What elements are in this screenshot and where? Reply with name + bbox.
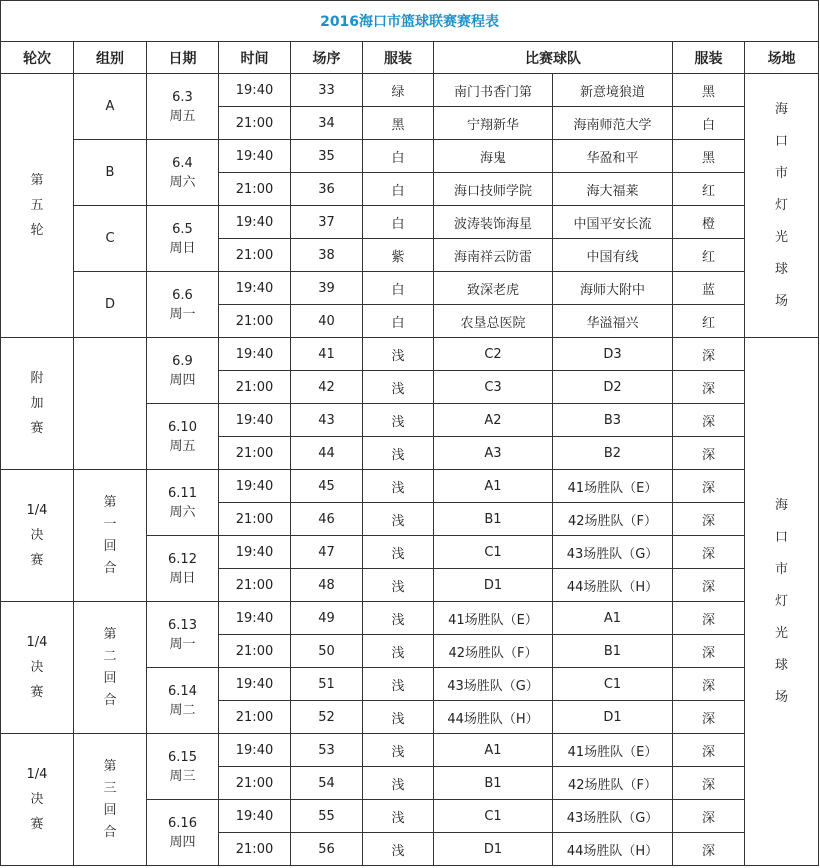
header-match-no: 场序 (291, 42, 363, 74)
team-a-cell: 宁翔新华 (434, 107, 553, 140)
time-cell: 19:40 (219, 404, 291, 437)
kit-b-cell: 深 (673, 668, 745, 701)
time-cell: 21:00 (219, 503, 291, 536)
match-no-cell: 43 (291, 404, 363, 437)
weekday-value: 周五 (169, 108, 196, 124)
kit-b-cell: 红 (673, 239, 745, 272)
date-cell (147, 74, 219, 140)
kit-a-cell: 紫 (363, 239, 434, 272)
group-cell (74, 338, 147, 470)
team-b-cell: 44场胜队（H） (553, 569, 673, 602)
kit-a-cell: 白 (363, 206, 434, 239)
match-no-cell: 35 (291, 140, 363, 173)
team-a-cell: B1 (434, 767, 553, 800)
date-value: 6.16 (168, 815, 197, 831)
kit-a-cell: 黑 (363, 107, 434, 140)
team-b-cell: D2 (553, 371, 673, 404)
kit-b-cell: 深 (673, 602, 745, 635)
date-value: 6.14 (168, 683, 197, 699)
kit-a-cell: 浅 (363, 833, 434, 866)
kit-b-cell: 红 (673, 305, 745, 338)
match-no-cell: 40 (291, 305, 363, 338)
kit-b-cell: 白 (673, 107, 745, 140)
time-cell: 19:40 (219, 536, 291, 569)
group-cell: B (74, 140, 147, 206)
kit-a-cell: 浅 (363, 767, 434, 800)
time-cell: 19:40 (219, 272, 291, 305)
date-cell (147, 404, 219, 470)
kit-b-cell: 深 (673, 833, 745, 866)
kit-b-cell: 黑 (673, 140, 745, 173)
kit-a-cell: 浅 (363, 800, 434, 833)
time-cell: 21:00 (219, 437, 291, 470)
header-round: 轮次 (1, 42, 74, 74)
match-no-cell: 52 (291, 701, 363, 734)
kit-a-cell: 浅 (363, 635, 434, 668)
header-kit-b: 服装 (673, 42, 745, 74)
time-cell: 21:00 (219, 371, 291, 404)
header-date: 日期 (147, 42, 219, 74)
date-cell (147, 140, 219, 206)
team-b-cell: 43场胜队（G） (553, 536, 673, 569)
group-cell: A (74, 74, 147, 140)
time-cell: 19:40 (219, 734, 291, 767)
weekday-value: 周日 (169, 570, 196, 586)
match-no-cell: 36 (291, 173, 363, 206)
team-a-cell: 波涛装饰海星 (434, 206, 553, 239)
kit-b-cell: 深 (673, 701, 745, 734)
header-venue: 场地 (745, 42, 819, 74)
team-b-cell: B1 (553, 635, 673, 668)
match-no-cell: 41 (291, 338, 363, 371)
date-value: 6.6 (172, 287, 193, 303)
kit-a-cell: 绿 (363, 74, 434, 107)
team-b-cell: 44场胜队（H） (553, 833, 673, 866)
date-cell (147, 734, 219, 800)
weekday-value: 周六 (169, 504, 196, 520)
table-row (1, 74, 819, 107)
match-no-cell: 45 (291, 470, 363, 503)
table-row (1, 338, 819, 371)
team-b-cell: 华盈和平 (553, 140, 673, 173)
match-no-cell: 38 (291, 239, 363, 272)
date-cell (147, 668, 219, 734)
kit-a-cell: 浅 (363, 437, 434, 470)
kit-a-cell: 浅 (363, 536, 434, 569)
team-a-cell: D1 (434, 569, 553, 602)
team-b-cell: 海南师范大学 (553, 107, 673, 140)
kit-b-cell: 深 (673, 734, 745, 767)
kit-b-cell: 深 (673, 536, 745, 569)
table-row (1, 206, 819, 239)
group-cell: 第 二 回 合 (74, 602, 147, 734)
header-kit-a: 服装 (363, 42, 434, 74)
kit-b-cell: 深 (673, 569, 745, 602)
team-a-cell: A3 (434, 437, 553, 470)
time-cell: 19:40 (219, 338, 291, 371)
kit-b-cell: 深 (673, 767, 745, 800)
date-value: 6.9 (172, 353, 193, 369)
date-value: 6.13 (168, 617, 197, 633)
weekday-value: 周日 (169, 240, 196, 256)
kit-b-cell: 深 (673, 371, 745, 404)
team-b-cell: 新意境狼道 (553, 74, 673, 107)
kit-a-cell: 白 (363, 305, 434, 338)
team-b-cell: 41场胜队（E） (553, 470, 673, 503)
match-no-cell: 33 (291, 74, 363, 107)
group-cell: C (74, 206, 147, 272)
time-cell: 19:40 (219, 602, 291, 635)
kit-a-cell: 浅 (363, 734, 434, 767)
round-cell: 1/4 决 赛 (1, 734, 74, 866)
kit-a-cell: 浅 (363, 470, 434, 503)
round-cell: 第 五 轮 (1, 74, 74, 338)
kit-b-cell: 深 (673, 503, 745, 536)
round-cell: 1/4 决 赛 (1, 602, 74, 734)
kit-a-cell: 浅 (363, 371, 434, 404)
match-no-cell: 34 (291, 107, 363, 140)
team-a-cell: 42场胜队（F） (434, 635, 553, 668)
time-cell: 19:40 (219, 668, 291, 701)
team-b-cell: 华溢福兴 (553, 305, 673, 338)
match-no-cell: 51 (291, 668, 363, 701)
table-row (1, 602, 819, 635)
group-cell: D (74, 272, 147, 338)
time-cell: 21:00 (219, 701, 291, 734)
time-cell: 21:00 (219, 767, 291, 800)
time-cell: 21:00 (219, 833, 291, 866)
round-cell: 附 加 赛 (1, 338, 74, 470)
kit-b-cell: 深 (673, 338, 745, 371)
time-cell: 19:40 (219, 470, 291, 503)
table-row (1, 140, 819, 173)
team-a-cell: C2 (434, 338, 553, 371)
date-value: 6.15 (168, 749, 197, 765)
kit-b-cell: 橙 (673, 206, 745, 239)
team-a-cell: 41场胜队（E） (434, 602, 553, 635)
match-no-cell: 49 (291, 602, 363, 635)
team-a-cell: D1 (434, 833, 553, 866)
kit-b-cell: 深 (673, 404, 745, 437)
date-cell (147, 206, 219, 272)
team-a-cell: A2 (434, 404, 553, 437)
weekday-value: 周六 (169, 174, 196, 190)
header-row (1, 42, 819, 74)
team-b-cell: 中国有线 (553, 239, 673, 272)
match-no-cell: 53 (291, 734, 363, 767)
weekday-value: 周一 (169, 636, 196, 652)
team-b-cell: D1 (553, 701, 673, 734)
team-a-cell: 海南祥云防雷 (434, 239, 553, 272)
table-row (1, 272, 819, 305)
match-no-cell: 50 (291, 635, 363, 668)
kit-b-cell: 深 (673, 437, 745, 470)
team-a-cell: 海鬼 (434, 140, 553, 173)
team-a-cell: 农垦总医院 (434, 305, 553, 338)
team-a-cell: B1 (434, 503, 553, 536)
header-group: 组别 (74, 42, 147, 74)
kit-a-cell: 浅 (363, 404, 434, 437)
weekday-value: 周四 (169, 372, 196, 388)
team-b-cell: 中国平安长流 (553, 206, 673, 239)
time-cell: 19:40 (219, 206, 291, 239)
venue-cell: 海 口 市 灯 光 球 场 (745, 338, 819, 866)
time-cell: 21:00 (219, 569, 291, 602)
date-cell (147, 602, 219, 668)
team-a-cell: 致深老虎 (434, 272, 553, 305)
weekday-value: 周二 (169, 702, 196, 718)
date-value: 6.5 (172, 221, 193, 237)
team-b-cell: 43场胜队（G） (553, 800, 673, 833)
page-title: 2016海口市篮球联赛赛程表 (1, 1, 819, 42)
team-a-cell: C3 (434, 371, 553, 404)
team-b-cell: C1 (553, 668, 673, 701)
time-cell: 21:00 (219, 239, 291, 272)
weekday-value: 周五 (169, 438, 196, 454)
time-cell: 21:00 (219, 173, 291, 206)
team-a-cell: 南门书香门第 (434, 74, 553, 107)
date-value: 6.4 (172, 155, 193, 171)
table-row (1, 470, 819, 503)
match-no-cell: 48 (291, 569, 363, 602)
time-cell: 21:00 (219, 635, 291, 668)
team-a-cell: 海口技师学院 (434, 173, 553, 206)
team-b-cell: 海大福莱 (553, 173, 673, 206)
kit-a-cell: 浅 (363, 503, 434, 536)
match-no-cell: 55 (291, 800, 363, 833)
team-a-cell: A1 (434, 734, 553, 767)
match-no-cell: 39 (291, 272, 363, 305)
time-cell: 21:00 (219, 305, 291, 338)
kit-a-cell: 浅 (363, 701, 434, 734)
team-b-cell: A1 (553, 602, 673, 635)
date-value: 6.3 (172, 89, 193, 105)
time-cell: 19:40 (219, 74, 291, 107)
kit-a-cell: 浅 (363, 338, 434, 371)
match-no-cell: 56 (291, 833, 363, 866)
team-a-cell: C1 (434, 800, 553, 833)
date-value: 6.11 (168, 485, 197, 501)
team-b-cell: 41场胜队（E） (553, 734, 673, 767)
match-no-cell: 42 (291, 371, 363, 404)
team-b-cell: B2 (553, 437, 673, 470)
team-a-cell: 43场胜队（G） (434, 668, 553, 701)
team-a-cell: C1 (434, 536, 553, 569)
venue-cell: 海 口 市 灯 光 球 场 (745, 74, 819, 338)
weekday-value: 周一 (169, 306, 196, 322)
team-b-cell: 海师大附中 (553, 272, 673, 305)
match-no-cell: 54 (291, 767, 363, 800)
team-b-cell: 42场胜队（F） (553, 767, 673, 800)
match-no-cell: 37 (291, 206, 363, 239)
group-cell: 第 一 回 合 (74, 470, 147, 602)
time-cell: 19:40 (219, 140, 291, 173)
kit-b-cell: 深 (673, 800, 745, 833)
kit-b-cell: 深 (673, 470, 745, 503)
date-cell (147, 272, 219, 338)
header-time: 时间 (219, 42, 291, 74)
date-cell (147, 338, 219, 404)
time-cell: 19:40 (219, 800, 291, 833)
kit-a-cell: 白 (363, 140, 434, 173)
table-row (1, 734, 819, 767)
time-cell: 21:00 (219, 107, 291, 140)
header-teams: 比赛球队 (434, 42, 673, 74)
round-cell: 1/4 决 赛 (1, 470, 74, 602)
kit-b-cell: 深 (673, 635, 745, 668)
kit-a-cell: 浅 (363, 602, 434, 635)
team-b-cell: B3 (553, 404, 673, 437)
kit-b-cell: 黑 (673, 74, 745, 107)
date-cell (147, 800, 219, 866)
team-b-cell: D3 (553, 338, 673, 371)
team-a-cell: A1 (434, 470, 553, 503)
team-a-cell: 44场胜队（H） (434, 701, 553, 734)
weekday-value: 周三 (169, 768, 196, 784)
weekday-value: 周四 (169, 834, 196, 850)
date-value: 6.10 (168, 419, 197, 435)
kit-b-cell: 蓝 (673, 272, 745, 305)
date-cell (147, 536, 219, 602)
kit-a-cell: 浅 (363, 569, 434, 602)
date-value: 6.12 (168, 551, 197, 567)
date-cell (147, 470, 219, 536)
title-row (1, 1, 819, 42)
kit-a-cell: 白 (363, 272, 434, 305)
kit-b-cell: 红 (673, 173, 745, 206)
kit-a-cell: 白 (363, 173, 434, 206)
match-no-cell: 47 (291, 536, 363, 569)
match-no-cell: 44 (291, 437, 363, 470)
match-no-cell: 46 (291, 503, 363, 536)
team-b-cell: 42场胜队（F） (553, 503, 673, 536)
group-cell: 第 三 回 合 (74, 734, 147, 866)
kit-a-cell: 浅 (363, 668, 434, 701)
